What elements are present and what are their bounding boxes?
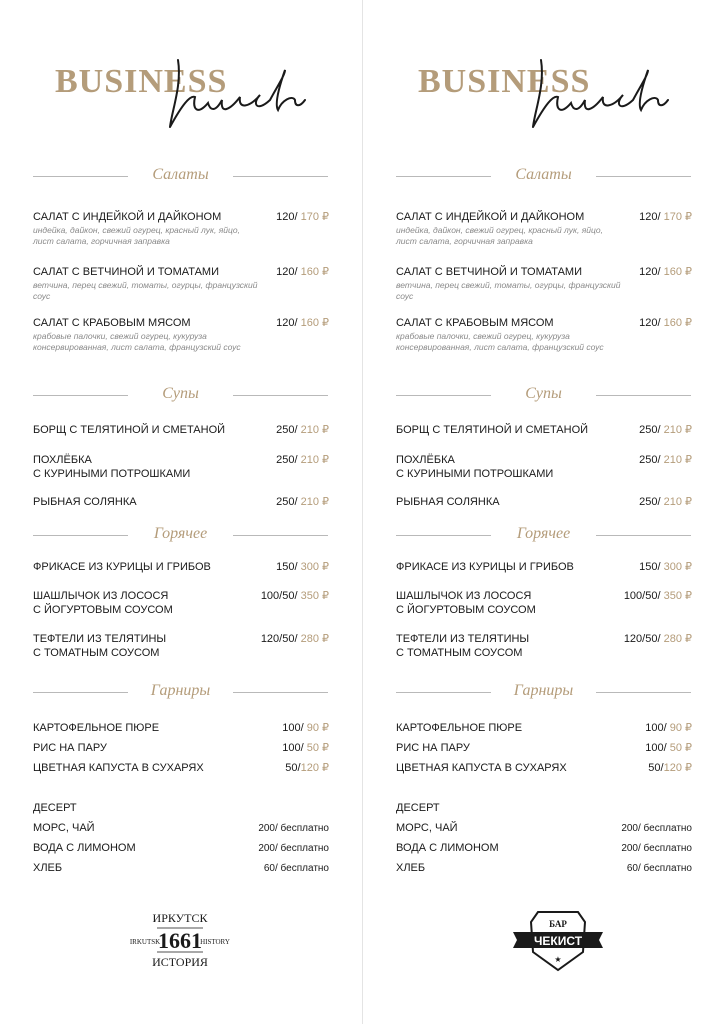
menu-item	[396, 632, 692, 660]
menu-item-name: ТЕФТЕЛИ ИЗ ТЕЛЯТИНЫ С ТОМАТНЫМ СОУСОМ	[33, 633, 167, 659]
menu-item-name: САЛАТ С ИНДЕЙКОЙ И ДАЙКОНОМ	[33, 211, 222, 223]
menu-item-description: крабовые палочки, свежий огурец, кукуруза консервированная, лист салата, французский соус	[396, 331, 604, 352]
portion-weight: 120/50/	[260, 633, 301, 645]
price-value: 210 ₽	[300, 496, 329, 508]
extra-item	[396, 841, 692, 855]
menu-item-name: РЫБНАЯ СОЛЯНКА	[396, 496, 500, 508]
menu-item-name: САЛАТ С ИНДЕЙКОЙ И ДАЙКОНОМ	[396, 211, 585, 223]
section-rule	[233, 692, 328, 693]
price-value: 210 ₽	[300, 424, 329, 436]
section-rule	[233, 176, 328, 177]
extra-item-name: ДЕСЕРТ	[396, 802, 440, 814]
free-label: 200/ бесплатно	[621, 823, 692, 834]
menu-item-price	[276, 210, 329, 224]
price-value: 120 ₽	[663, 762, 692, 774]
menu-item-price	[645, 721, 692, 735]
extra-item-name: ВОДА С ЛИМОНОМ	[396, 842, 499, 854]
portion-weight: 150/	[639, 561, 664, 573]
menu-item-price	[276, 560, 329, 574]
extra-item-name: ХЛЕБ	[396, 862, 426, 874]
menu-item-price	[261, 589, 329, 603]
extra-item-name: МОРС, ЧАЙ	[396, 822, 458, 834]
menu-item-name: БОРЩ С ТЕЛЯТИНОЙ И СМЕТАНОЙ	[33, 424, 226, 436]
portion-weight: 250/	[639, 496, 664, 508]
section-title-garnish	[396, 682, 691, 702]
emblem-year: 1661	[158, 928, 202, 953]
section-title-hot	[33, 525, 328, 545]
menu-item-price	[639, 495, 692, 509]
portion-weight: 100/50/	[260, 590, 301, 602]
extra-item-name: ДЕСЕРТ	[33, 802, 77, 814]
section-rule	[233, 395, 328, 396]
menu-item-name: ПОХЛЁБКА С КУРИНЫМИ ПОТРОШКАМИ	[33, 454, 191, 480]
menu-item-price	[639, 210, 692, 224]
price-value: 160 ₽	[300, 266, 329, 278]
logo-lunch-script	[160, 55, 330, 135]
menu-item-price	[639, 423, 692, 437]
menu-item-description: ветчина, перец свежий, томаты, огурцы, французский соус	[396, 280, 621, 301]
menu-item-name: ШАШЛЫЧОК ИЗ ЛОСОСЯ С ЙОГУРТОВЫМ СОУСОМ	[33, 590, 173, 616]
menu-item	[33, 632, 329, 660]
irkutsk-history-logo	[115, 908, 245, 983]
extra-item	[396, 801, 692, 815]
price-value: 120 ₽	[300, 762, 329, 774]
portion-weight: 250/	[639, 424, 664, 436]
price-value: 50 ₽	[669, 742, 692, 754]
section-rule	[33, 692, 128, 693]
menu-item	[396, 265, 692, 302]
menu-item	[33, 265, 329, 302]
menu-item-price	[282, 721, 329, 735]
menu-item	[33, 721, 329, 735]
extra-item-value	[264, 861, 329, 876]
price-value: 50 ₽	[306, 742, 329, 754]
menu-item-name: РИС НА ПАРУ	[33, 742, 107, 754]
section-rule	[396, 176, 491, 177]
logo-business-text: BUSINESS	[55, 63, 228, 100]
section-rule	[33, 535, 128, 536]
menu-item	[396, 761, 692, 775]
extra-item	[396, 821, 692, 835]
portion-weight: 100/50/	[623, 590, 664, 602]
portion-weight: 250/	[276, 454, 301, 466]
menu-item	[33, 560, 329, 574]
menu-item-name: САЛАТ С ВЕТЧИНОЙ И ТОМАТАМИ	[396, 266, 582, 278]
menu-item	[33, 423, 329, 437]
section-rule	[596, 176, 691, 177]
portion-weight: 50/	[648, 762, 664, 774]
free-label: 200/ бесплатно	[621, 843, 692, 854]
price-value: 280 ₽	[300, 633, 329, 645]
free-label: 200/ бесплатно	[258, 843, 329, 854]
emblem-bar-text: БАР	[549, 919, 567, 929]
menu-item	[396, 560, 692, 574]
extra-item-name: ХЛЕБ	[33, 862, 63, 874]
section-title-soups	[396, 385, 691, 405]
emblem-right-text: HISTORY	[200, 938, 230, 946]
section-rule	[396, 692, 491, 693]
menu-item	[33, 589, 329, 617]
portion-weight: 120/	[639, 266, 664, 278]
price-value: 210 ₽	[663, 496, 692, 508]
menu-item-name: САЛАТ С КРАБОВЫМ МЯСОМ	[33, 317, 191, 329]
portion-weight: 120/	[276, 211, 301, 223]
section-rule	[596, 535, 691, 536]
menu-card-right	[363, 0, 725, 1024]
portion-weight: 120/50/	[623, 633, 664, 645]
business-lunch-logo	[55, 55, 335, 135]
price-value: 280 ₽	[663, 633, 692, 645]
menu-item-name: ПОХЛЁБКА С КУРИНЫМИ ПОТРОШКАМИ	[396, 454, 554, 480]
menu-item-price	[276, 316, 329, 330]
menu-item-name: ФРИКАСЕ ИЗ КУРИЦЫ И ГРИБОВ	[33, 561, 211, 573]
free-label: 60/ бесплатно	[626, 863, 692, 874]
menu-item-price	[639, 316, 692, 330]
extra-item-value	[621, 821, 692, 836]
price-value: 90 ₽	[669, 722, 692, 734]
menu-item	[396, 721, 692, 735]
menu-item-description: ветчина, перец свежий, томаты, огурцы, французский соус	[33, 280, 258, 301]
menu-card-left	[0, 0, 362, 1024]
section-label: Горячее	[153, 525, 208, 542]
portion-weight: 120/	[276, 317, 301, 329]
section-rule	[233, 535, 328, 536]
free-label: 200/ бесплатно	[258, 823, 329, 834]
menu-item-name: КАРТОФЕЛЬНОЕ ПЮРЕ	[33, 722, 160, 734]
star-icon: ★	[554, 955, 562, 964]
price-value: 90 ₽	[306, 722, 329, 734]
menu-item-name: БОРЩ С ТЕЛЯТИНОЙ И СМЕТАНОЙ	[396, 424, 589, 436]
irkutsk-history-emblem	[115, 908, 245, 978]
extra-item-name: МОРС, ЧАЙ	[33, 822, 95, 834]
free-label: 60/ бесплатно	[263, 863, 329, 874]
price-value: 160 ₽	[300, 317, 329, 329]
section-title-salads	[33, 166, 328, 186]
emblem-left-text: IRKUTSK	[129, 938, 161, 946]
price-value: 350 ₽	[663, 590, 692, 602]
price-value: 350 ₽	[300, 590, 329, 602]
menu-item-description: крабовые палочки, свежий огурец, кукуруза консервированная, лист салата, французский соус	[33, 331, 241, 352]
extra-item	[33, 841, 329, 855]
menu-item	[33, 495, 329, 509]
portion-weight: 120/	[639, 211, 664, 223]
logo-business-text: BUSINESS	[418, 63, 591, 100]
business-lunch-logo	[418, 55, 698, 135]
emblem-bottom-text: ИСТОРИЯ	[152, 955, 208, 969]
extra-item	[33, 821, 329, 835]
menu-item-price	[639, 265, 692, 279]
menu-item-name: ТЕФТЕЛИ ИЗ ТЕЛЯТИНЫ С ТОМАТНЫМ СОУСОМ	[396, 633, 530, 659]
menu-item	[396, 210, 692, 247]
price-value: 160 ₽	[663, 317, 692, 329]
section-label: Гарниры	[513, 682, 574, 699]
menu-item-name: ШАШЛЫЧОК ИЗ ЛОСОСЯ С ЙОГУРТОВЫМ СОУСОМ	[396, 590, 536, 616]
bar-chekist-logo	[493, 908, 623, 983]
price-value: 170 ₽	[663, 211, 692, 223]
menu-item	[396, 423, 692, 437]
menu-item-price	[639, 453, 692, 467]
section-rule	[396, 535, 491, 536]
menu-item-name: РИС НА ПАРУ	[396, 742, 470, 754]
menu-item	[396, 453, 692, 481]
menu-item-name: САЛАТ С КРАБОВЫМ МЯСОМ	[396, 317, 554, 329]
section-rule	[396, 395, 491, 396]
menu-item	[396, 316, 692, 353]
section-title-hot	[396, 525, 691, 545]
menu-item	[33, 453, 329, 481]
section-rule	[596, 395, 691, 396]
menu-item-price	[645, 741, 692, 755]
logo-lunch-script	[523, 55, 693, 135]
menu-item-price	[648, 761, 692, 775]
menu-item-price	[276, 265, 329, 279]
menu-item-price	[276, 423, 329, 437]
section-title-salads	[396, 166, 691, 186]
section-rule	[33, 395, 128, 396]
menu-item	[396, 589, 692, 617]
menu-item	[33, 761, 329, 775]
extra-item	[33, 801, 329, 815]
section-label: Гарниры	[150, 682, 211, 699]
portion-weight: 100/	[645, 722, 670, 734]
price-value: 210 ₽	[663, 454, 692, 466]
extra-item-value	[621, 841, 692, 856]
menu-item-price	[285, 761, 329, 775]
extra-item-value	[258, 821, 329, 836]
emblem-name-text: ЧЕКИСТ	[533, 934, 583, 948]
menu-item-price	[261, 632, 329, 646]
emblem-top-text: ИРКУТСК	[152, 911, 208, 925]
price-value: 300 ₽	[663, 561, 692, 573]
extra-item	[396, 861, 692, 875]
menu-item	[33, 741, 329, 755]
portion-weight: 100/	[282, 742, 307, 754]
extra-item-value	[258, 841, 329, 856]
price-value: 210 ₽	[300, 454, 329, 466]
menu-item-name: КАРТОФЕЛЬНОЕ ПЮРЕ	[396, 722, 523, 734]
menu-item-price	[624, 632, 692, 646]
portion-weight: 100/	[645, 742, 670, 754]
section-label: Супы	[162, 385, 199, 402]
menu-item-name: ЦВЕТНАЯ КАПУСТА В СУХАРЯХ	[33, 762, 204, 774]
price-value: 300 ₽	[300, 561, 329, 573]
section-rule	[596, 692, 691, 693]
bar-chekist-emblem	[493, 908, 623, 978]
section-title-soups	[33, 385, 328, 405]
menu-item-price	[639, 560, 692, 574]
menu-item-price	[276, 453, 329, 467]
menu-item-description: индейка, дайкон, свежий огурец, красный лук, яйцо, лист салата, горчичная заправка	[396, 225, 603, 246]
extra-item-name: ВОДА С ЛИМОНОМ	[33, 842, 136, 854]
portion-weight: 250/	[276, 424, 301, 436]
menu-item-price	[282, 741, 329, 755]
menu-item-price	[276, 495, 329, 509]
section-rule	[33, 176, 128, 177]
menu-item-name: РЫБНАЯ СОЛЯНКА	[33, 496, 137, 508]
section-label: Салаты	[152, 166, 209, 183]
menu-item	[33, 210, 329, 247]
portion-weight: 250/	[639, 454, 664, 466]
price-value: 170 ₽	[300, 211, 329, 223]
price-value: 210 ₽	[663, 424, 692, 436]
menu-item-name: ФРИКАСЕ ИЗ КУРИЦЫ И ГРИБОВ	[396, 561, 574, 573]
section-label: Горячее	[516, 525, 571, 542]
menu-item-price	[624, 589, 692, 603]
portion-weight: 120/	[276, 266, 301, 278]
section-label: Салаты	[515, 166, 572, 183]
extra-item	[33, 861, 329, 875]
menu-item	[33, 316, 329, 353]
menu-item-name: ЦВЕТНАЯ КАПУСТА В СУХАРЯХ	[396, 762, 567, 774]
portion-weight: 250/	[276, 496, 301, 508]
section-title-garnish	[33, 682, 328, 702]
menu-item	[396, 495, 692, 509]
portion-weight: 150/	[276, 561, 301, 573]
portion-weight: 100/	[282, 722, 307, 734]
portion-weight: 50/	[285, 762, 301, 774]
section-label: Супы	[525, 385, 562, 402]
menu-item-name: САЛАТ С ВЕТЧИНОЙ И ТОМАТАМИ	[33, 266, 219, 278]
price-value: 160 ₽	[663, 266, 692, 278]
extra-item-value	[627, 861, 692, 876]
portion-weight: 120/	[639, 317, 664, 329]
menu-item	[396, 741, 692, 755]
menu-item-description: индейка, дайкон, свежий огурец, красный лук, яйцо, лист салата, горчичная заправка	[33, 225, 240, 246]
